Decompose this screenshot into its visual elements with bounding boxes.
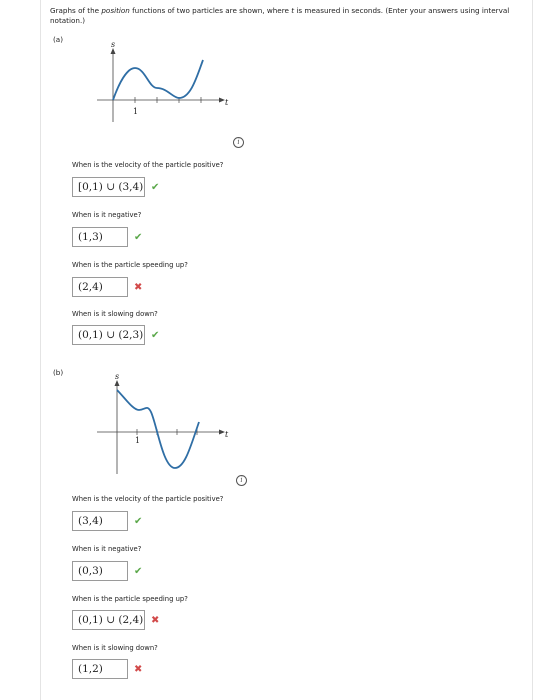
- part-a-label: (a): [53, 35, 64, 44]
- info-icon[interactable]: i: [236, 475, 247, 486]
- question-b2: When is it negative?: [72, 545, 142, 553]
- content-border-left: [40, 0, 41, 700]
- correct-check-icon: ✔: [134, 232, 143, 243]
- problem-statement: [50, 6, 528, 26]
- tick-label-1: 1: [135, 436, 141, 445]
- correct-check-icon: ✔: [134, 516, 143, 527]
- incorrect-x-icon: ✖: [151, 615, 160, 626]
- question-a1: When is the velocity of the particle positive?: [72, 161, 224, 169]
- answer-field-a2[interactable]: (1,3): [72, 227, 128, 247]
- answer-field-b1[interactable]: (3,4): [72, 511, 128, 531]
- incorrect-x-icon: ✖: [134, 282, 143, 293]
- answer-field-a3[interactable]: (2,4): [72, 277, 128, 297]
- intro-text: is measured in seconds. (Enter your answers using interval notation.): [50, 6, 510, 25]
- correct-check-icon: ✔: [134, 566, 143, 577]
- part-b-position-graph: [95, 370, 235, 475]
- intro-emphasis-t: t: [291, 6, 295, 15]
- incorrect-x-icon: ✖: [134, 664, 143, 675]
- x-axis-label: t: [225, 98, 229, 107]
- y-axis-label: s: [115, 372, 120, 381]
- correct-check-icon: ✔: [151, 182, 160, 193]
- answer-field-b4[interactable]: (1,2): [72, 659, 128, 679]
- intro-emphasis-position: position: [101, 6, 130, 15]
- answer-field-b3[interactable]: (0,1) ∪ (2,4): [72, 610, 145, 630]
- intro-text: Graphs of the: [50, 6, 102, 15]
- answer-field-b2[interactable]: (0,3): [72, 561, 128, 581]
- part-b-label: (b): [53, 368, 64, 377]
- question-a4: When is it slowing down?: [72, 310, 158, 318]
- question-b1: When is the velocity of the particle positive?: [72, 495, 224, 503]
- position-curve: [117, 390, 199, 468]
- question-a3: When is the particle speeding up?: [72, 261, 188, 269]
- correct-check-icon: ✔: [151, 330, 160, 341]
- info-icon[interactable]: i: [233, 137, 244, 148]
- question-b4: When is it slowing down?: [72, 644, 158, 652]
- intro-text: functions of two particles are shown, where: [129, 6, 292, 15]
- y-axis-label: s: [111, 40, 116, 49]
- answer-field-a4[interactable]: (0,1) ∪ (2,3): [72, 325, 145, 345]
- content-border-right: [532, 0, 533, 700]
- x-axis-label: t: [225, 430, 229, 439]
- position-curve: [113, 60, 203, 100]
- tick-label-1: 1: [133, 107, 139, 116]
- question-b3: When is the particle speeding up?: [72, 595, 188, 603]
- answer-field-a1[interactable]: [0,1) ∪ (3,4): [72, 177, 145, 197]
- part-a-position-graph: [95, 38, 235, 123]
- question-a2: When is it negative?: [72, 211, 142, 219]
